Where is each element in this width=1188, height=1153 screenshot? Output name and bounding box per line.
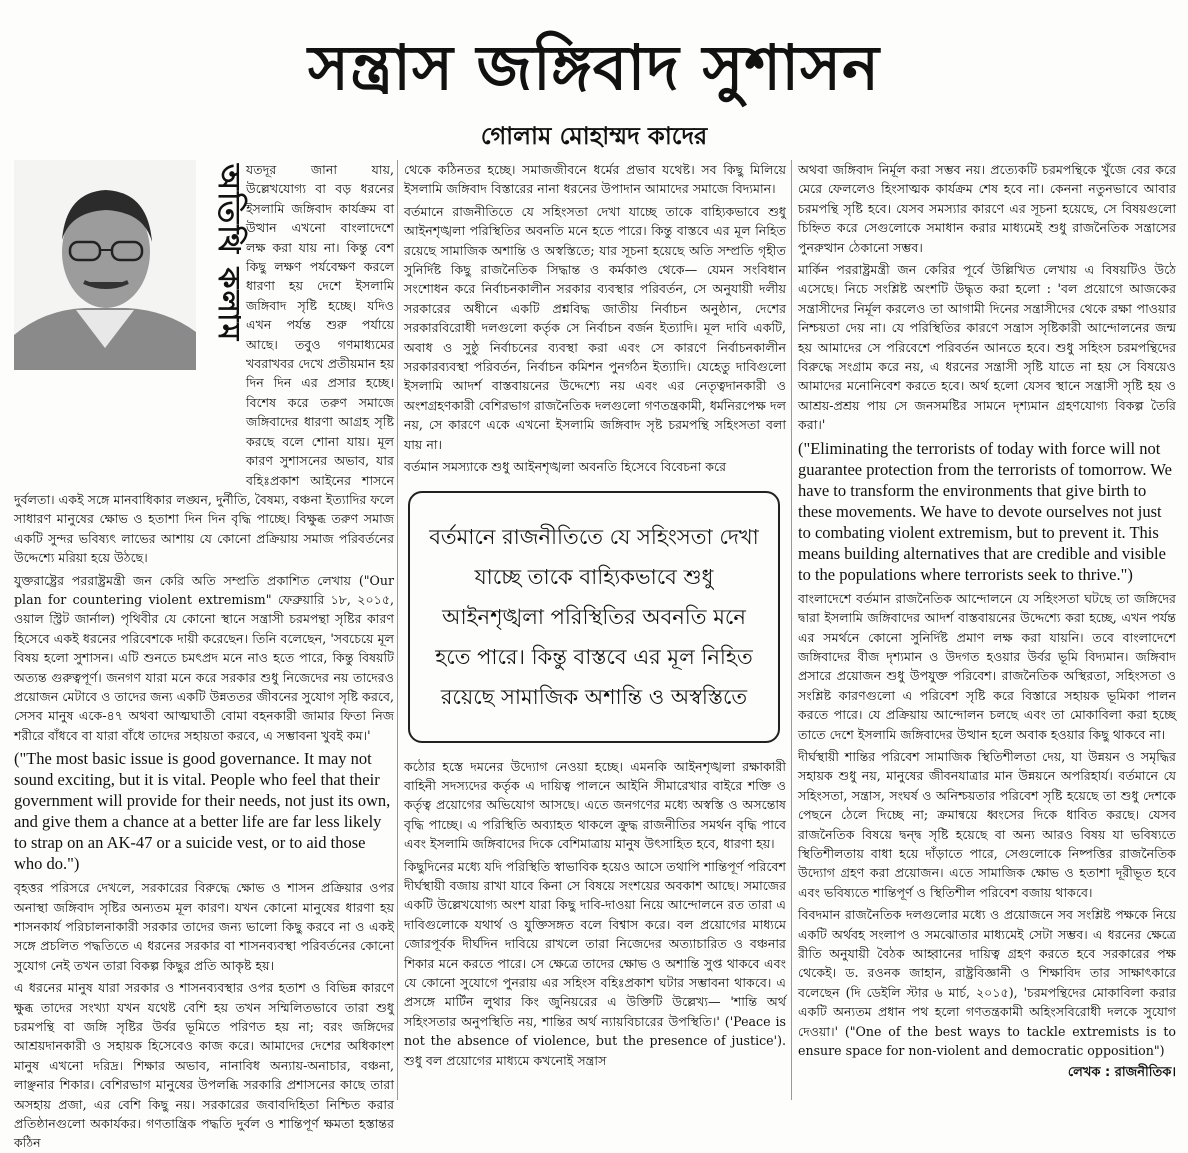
byline: গোলাম মোহাম্মদ কাদের	[480, 122, 708, 150]
author-note: লেখক : রাজনীতিক।	[1067, 1065, 1176, 1081]
column-rule	[791, 160, 792, 1100]
paragraph: বর্তমানে রাজনীতিতে যে সহিংসতা দেখা যাচ্ছে তাকে বাহ্যিকভাবে শুধু আইনশৃঙ্খলা পরিস্থিতির অবনতি মনে হতে পারে। কিন্তু বাস্তবে এর মূল নিহিত রয়েছে সামাজিক অশান্তি ও অস্বস্তিতে; যার সূচনা হয়েছে অতি সম্প্রতি গৃহীত সুনির্দিষ্ট কিছু রাজনৈতিক সিদ্ধান্ত ও কর্মকাণ্ড থেকে— যেমন সংবিধান সংশোধন করে নির্বাচনকালীন সরকার ব্যবস্থার পরিবর্তন, সে অনুযায়ী দলীয় সরকারের অধীনে একটি প্রশ্নবিদ্ধ জাতীয় নির্বাচন অনুষ্ঠান, দেশের সরকারবিরোধী দলগুলো কর্তৃক সে নির্বাচন বর্জন ইত্যাদি। মূল দাবি একটি, অবাধ ও সুষ্ঠু নির্বাচনের ব্যবস্থা করা এবং সে কারণে নির্বাচনকালীন সরকারব্যবস্থা পরিবর্তন, নির্বাচন কমিশন পুনর্গঠন ইত্যাদি। যেহেতু দাবিগুলো ইসলামি আদর্শ বাস্তবায়নের উদ্দেশ্যে নয় এবং এর নেতৃত্বদানকারী ও অংশগ্রহণকারী বেশিরভাগ রাজনৈতিক দলগুলো গণতন্ত্রকামী, ধর্মনিরপেক্ষ দল নয়, সে কারণে একে এখনো ইসলামি জঙ্গিবাদ সৃষ্ট চরমপন্থি সহিংসতা বলা যায় না।	[404, 203, 786, 452]
column-rule	[397, 160, 398, 1100]
paragraph: কঠোর হস্তে দমনের উদ্যোগ নেওয়া হচ্ছে। এমনকি আইনশৃঙ্খলা রক্ষাকারী বাহিনী সদস্যদের কর্তৃক এ দায়িত্ব পালনে আইনি সীমারেখার বাইরে শক্তি ও কর্তৃত্ব প্রয়োগের অভিযোগ আসছে। এতে জনগণের মধ্যে অস্বস্তি ও অসন্তোষ বৃদ্ধি পাচ্ছে। এ পরিস্থিতি অব্যাহত থাকলে ক্রুদ্ধ রাজনীতির সমর্থন বৃদ্ধি পাবে এবং ইসলামি জঙ্গিবাদের দিকে বেশিমাত্রায় মানুষ উৎসাহিত হবে, ধারণা হয়।	[404, 758, 786, 852]
paragraph: দীর্ঘস্থায়ী শান্তির পরিবেশ সামাজিক স্থিতিশীলতা দেয়, যা উন্নয়ন ও সমৃদ্ধির সহায়ক শুধু নয়, মানুষের জীবনযাত্রার মান উন্নয়নে অপরিহার্য। বর্তমানে যে সহিংসতা, সন্ত্রাস, সংঘর্ষ ও অনিশ্চয়তার পরিবেশ সৃষ্টি হয়েছে তা শুধু দেশকে পেছনে ঠেলে দিচ্ছে না; ক্রমান্বয়ে ধ্বংসের দিকে ধাবিত করছে। যেসব রাজনৈতিক বিষয়ে দ্বন্দ্ব সৃষ্টি হয়েছে বা অন্য আরও বিষয় যা ভবিষ্যতে স্থিতিশীলতায় বাধা হয়ে দাঁড়াতে পারে, সেগুলোকে নিষ্পত্তির রাজনৈতিক উদ্যোগ গ্রহণ করা প্রয়োজন। এতে সামাজিক ক্ষোভ ও হতাশা দূরীভূত হবে এবং ভবিষ্যতে শান্তিপূর্ণ ও স্থিতিশীল পরিবেশ বজায় থাকবে।	[798, 748, 1176, 900]
paragraph: কিছুদিনের মধ্যে যদি পরিস্থিতি স্বাভাবিক হয়েও আসে তথাপি শান্তিপূর্ণ পরিবেশ দীর্ঘস্থায়ী বজায় রাখা যাবে কিনা সে বিষয়ে সংশয়ের অবকাশ আছে। সমাজের একটি উল্লেখযোগ্য অংশ যারা কিছু দাবি-দাওয়া নিয়ে আন্দোলনে রত তারা এ দাবিগুলোকে যথার্থ ও যুক্তিসঙ্গত বলে বিশ্বাস করে। বল প্রয়োগের মাধ্যমে জোরপূর্বক দীর্ঘদিন দাবিয়ে রাখলে তারা নিজেদের অত্যাচারিত ও বঞ্চনার শিকার মনে করতে পারে। সে ক্ষেত্রে তাদের ক্ষোভ ও অশান্তি সুপ্ত থাকবে এবং যে কোনো সুযোগে পুনরায় এর সহিংস বহিঃপ্রকাশ ঘটার সম্ভাবনা থাকবে। এ প্রসঙ্গে মার্টিন লুথার কিং জুনিয়রের এ উক্তিটি উল্লেখ্য— 'শান্তি অর্থ সহিংসতার অনুপস্থিতি নয়, শান্তির অর্থ ন্যায়বিচারের উপস্থিতি।' ('Peace is not the absence of violence, but the presence of justice'). শুধু বল প্রয়োগের মাধ্যমে কখনোই সন্ত্রাস	[404, 858, 786, 1068]
article-column-1	[14, 160, 394, 1151]
paragraph: যুক্তরাষ্ট্রের পররাষ্ট্রমন্ত্রী জন কেরি অতি সম্প্রতি প্রকাশিত লেখায় ("Our plan for countering violent extremism" ফেব্রুয়ারি ১৮, ২০১৫, ওয়াল স্ট্রিট জার্নাল) পৃথিবীর যে কোনো স্থানে সন্ত্রাসী চরমপন্থা সৃষ্টির কারণ হিসেবে একই ধরনের পরিবেশকে দায়ী করেছেন। তিনি বলেছেন, 'সবচেয়ে মূল বিষয় হলো সুশাসন। এটি শুনতে চমৎপ্রদ মনে নাও হতে পারে, কিন্তু বিষয়টি অত্যন্ত গুরুত্বপূর্ণ। জনগণ যারা মনে করে সরকার শুধু নিজেদের নয় তাদেরও প্রয়োজন মেটাবে ও তাদের জন্য একটি উন্নততর জীবনের সুযোগ সৃষ্টি করবে, সেসব মানুষ একে-৪৭ অথবা আত্মঘাতী বোমা বহনকারী জামার ফিতা নিজ শরীরে বাঁধবে বা যারা বাঁধে তাদের সহায়তা করবে, এ সম্ভাবনা খুবই কম।'	[14, 572, 394, 743]
english-quote: ("Eliminating the terrorists of today with force will not guarantee protection from the terrorists of tomorrow. We have to transform the environments that give birth to these movements. We have to devote ourselves not just to combating violent extremism, but to prevent it. This means building alternatives that are credible and visible to the populations where terrorists seek to thrive.")	[798, 438, 1172, 584]
column-name: অতিথি কলাম	[211, 164, 246, 343]
paragraph: বর্তমান সমস্যাকে শুধু আইনশৃঙ্খলা অবনতি হিসেবে বিবেচনা করে	[404, 459, 727, 475]
paragraph: যতদূর জানা যায়, উল্লেখযোগ্য বা বড় ধরনের ইসলামি জঙ্গিবাদ কার্যক্রম বা উত্থান এখনো বাংলাদেশে লক্ষ করা যায় না। কিন্তু বেশ কিছু লক্ষণ পর্যবেক্ষণ করলে ধারণা হয় দেশে ইসলামি জঙ্গিবাদ সৃষ্টি হচ্ছে। যদিও এখন পর্যন্ত শুরু পর্যায়ে আছে। তবুও গণমাধ্যমের খবরাখবর দেখে প্রতীয়মান হয় দিন দিন এর প্রসার হচ্ছে। বিশেষ করে তরুণ সমাজে জঙ্গিবাদের ধারণা আগ্রহ সৃষ্টি করছে বলে শোনা যায়। মূল কারণ সুশাসনের অভাব, যার বহিঃপ্রকাশ আইনের শাসনে দুর্বলতা। একই সঙ্গে মানবাধিকার লঙ্ঘন, দুর্নীতি, বৈষম্য, বঞ্চনা ইত্যাদির ফলে সাধারণ মানুষের ক্ষোভ ও হতাশা দিন দিন বৃদ্ধি পাচ্ছে। বিক্ষুব্ধ তরুণ সমাজ একটি সুন্দর ভবিষ্যৎ লাভের আশায় যে কোনো প্রক্রিয়ায় সমাজ পরিবর্তনের উদ্দেশ্যে মরিয়া হয়ে উঠছে।	[14, 162, 394, 566]
paragraph: এ ধরনের মানুষ যারা সরকার ও শাসনব্যবস্থার ওপর হতাশ ও বিভিন্ন কারণে ক্ষুব্ধ তাদের সংখ্যা যখন যথেষ্ট বেশি হয় তখন সম্মিলিতভাবে তারা শুধু চরমপন্থি বা জঙ্গি সৃষ্টির উর্বর ভূমিতে পরিণত হয় না; বরং জঙ্গিদের আশ্রয়দানকারী ও সহায়ক হিসেবেও কাজ করে। আমাদের দেশের অধিকাংশ মানুষ এখনো দরিদ্র। শিক্ষার অভাব, নানাবিধ অন্যায়-অনাচার, বঞ্চনা, লাঞ্ছনার শিকার। বেশিরভাগ মানুষের উপলব্ধি সরকারি প্রশাসনের কাছে তারা অসহায় প্রজা, এর বেশি কিছু নয়। সরকারের জবাবদিহিতা নিশ্চিত করার প্রতিষ্ঠানগুলো অকার্যকর। গণতান্ত্রিক পদ্ধতি দুর্বল ও শান্তিপূর্ণ ক্ষমতা হস্তান্তর কঠিন	[14, 980, 394, 1151]
paragraph: বৃহত্তর পরিসরে দেখলে, সরকারের বিরুদ্ধে ক্ষোভ ও শাসন প্রক্রিয়ার ওপর অনাস্থা জঙ্গিবাদ সৃষ্টির অন্যতম মূল কারণ। যখন কোনো মানুষের ধারণা হয় শাসনকার্য পরিচালনাকারী সরকার তাদের জন্য ভালো কিছু করবে না ও একই সঙ্গে প্রচলিত পদ্ধতিতে এ ধরনের সরকার বা শাসনব্যবস্থা পরিবর্তনের কোনো সুযোগ নেই তখন তারা বিকল্প কিছুর প্রতি আকৃষ্ট হয়।	[14, 880, 394, 973]
author-portrait-image	[14, 160, 196, 370]
headline: সন্ত্রাস জঙ্গিবাদ সুশাসন	[307, 31, 881, 104]
paragraph: থেকে কঠিনতর হচ্ছে। সমাজজীবনে ধর্মের প্রভাব যথেষ্ট। সব কিছু মিলিয়ে ইসলামি জঙ্গিবাদ বিস্তারের নানা ধরনের উপাদান আমাদের সমাজে বিদ্যমান।	[404, 162, 786, 197]
article-column-2	[404, 160, 786, 1102]
paragraph: বাংলাদেশে বর্তমান রাজনৈতিক আন্দোলনে যে সহিংসতা ঘটছে তা জঙ্গিদের দ্বারা ইসলামি জঙ্গিবাদের আদর্শ বাস্তবায়নের উদ্দেশ্যে করা হচ্ছে, এখন পর্যন্ত এর সমর্থনে কোনো সুনির্দিষ্ট প্রমাণ লক্ষ করা যায়নি। তবে বাংলাদেশে জঙ্গিবাদের বীজ দৃশ্যমান ও উদগত হওয়ার উর্বর ভূমি বিদ্যমান। জঙ্গিবাদ প্রসারে প্রয়োজন শুধু উপযুক্ত পরিবেশ। রাজনৈতিক অস্থিরতা, সহিংসতা ও সংশ্লিষ্ট কারণগুলো এ পরিবেশ সৃষ্টি করে বিস্তারে সহায়ক ভূমিকা পালন করতে পারে। যে প্রক্রিয়ায় আন্দোলন চলছে এবং তা মোকাবিলা করা হচ্ছে তাতে দেশে ইসলামি জঙ্গিবাদের উত্থান হলে অবাক হওয়ার কিছু থাকবে না।	[798, 590, 1176, 742]
paragraph: বিবদমান রাজনৈতিক দলগুলোর মধ্যে ও প্রয়োজনে সব সংশ্লিষ্ট পক্ষকে নিয়ে একটি অর্থবহ সংলাপ ও সমঝোতার মাধ্যমেই সেটা সম্ভব। এ ধরনের ক্ষেত্রে রীতি অনুযায়ী বৈঠক আহ্বানের দায়িত্ব গ্রহণ করতে হবে সরকারের পক্ষ থেকেই। ড. রওনক জাহান, রাষ্ট্রবিজ্ঞানী ও শিক্ষাবিদ তার সাক্ষাৎকারে বলেছেন (দি ডেইলি স্টার ৬ মার্চ, ২০১৫), 'চরমপন্থিদের মোকাবিলা করার একটি অন্যতম প্রধান পথ হলো গণতন্ত্রকামী অহিংসবিরোধী দলকে সুযোগ দেওয়া।' ("One of the best ways to tackle extremists is to ensure space for non-violent and democratic opposition")	[798, 907, 1176, 1059]
paragraph: অথবা জঙ্গিবাদ নির্মূল করা সম্ভব নয়। প্রত্যেকটি চরমপন্থিকে খুঁজে বের করে মেরে ফেললেও হিংসাত্মক কার্যক্রম শেষ হবে না। কেননা নতুনভাবে আবার চরমপন্থি সৃষ্টি হবে। যেসব সমস্যার কারণে এর সূচনা হয়েছে, সে বিষয়গুলো চিহ্নিত করে সেগুলোকে সমাধান করার মাধ্যমেই শুধু রাজনৈতিক সন্ত্রাসের পুনরুত্থান ঠেকানো সম্ভব।	[798, 162, 1176, 255]
paragraph: মার্কিন পররাষ্ট্রমন্ত্রী জন কেরির পূর্বে উল্লিখিত লেখায় এ বিষয়টিও উঠে এসেছে। নিচে সংশ্লিষ্ট অংশটি উদ্ধৃত করা হলো : 'বল প্রয়োগে আজকের সন্ত্রাসীদের নির্মূল করলেও তা আগামী দিনের সন্ত্রাসীদের থেকে রক্ষা পাওয়ার নিশ্চয়তা দেয় না। যে পরিস্থিতির কারণে সন্ত্রাস সৃষ্টিকারী আন্দোলনের জন্ম হয় আমাদের সে পরিবেশে পরিবর্তন আনতে হবে। শুধু সহিংস চরমপন্থিদের বিরুদ্ধে সংগ্রাম করে নয়, এ ধরনের সন্ত্রাসী সৃষ্টি যাতে না হয় সে বিষয়েও আমাদের মনোনিবেশ করতে হবে। অর্থ হলো যেসব স্থানে সন্ত্রাসী সৃষ্টি হয় ও আশ্রয়-প্রশ্রয় পায় সে জনসমষ্টির সামনে দৃশ্যমান গ্রহণযোগ্য বিকল্প তৈরি করা।'	[798, 262, 1176, 433]
author-photo-block	[14, 154, 246, 472]
article-column-3	[798, 160, 1176, 1102]
author-photo	[14, 160, 196, 370]
english-quote: ("The most basic issue is good governance. It may not sound exciting, but it is vital. People who feel that their government will provide for their needs, not just its own, and give them a chance at a better life are far less likely to strap on an AK-47 or a suicide vest, or to aid those who do.")	[14, 749, 391, 874]
pull-quote: বর্তমানে রাজনীতিতে যে সহিংসতা দেখা যাচ্ছে তাকে বাহ্যিকভাবে শুধু আইনশৃঙ্খলা পরিস্থিতির অবনতি মনে হতে পারে। কিন্তু বাস্তবে এর মূল নিহিত রয়েছে সামাজিক অশান্তি ও অস্বস্তিতে	[408, 491, 780, 743]
